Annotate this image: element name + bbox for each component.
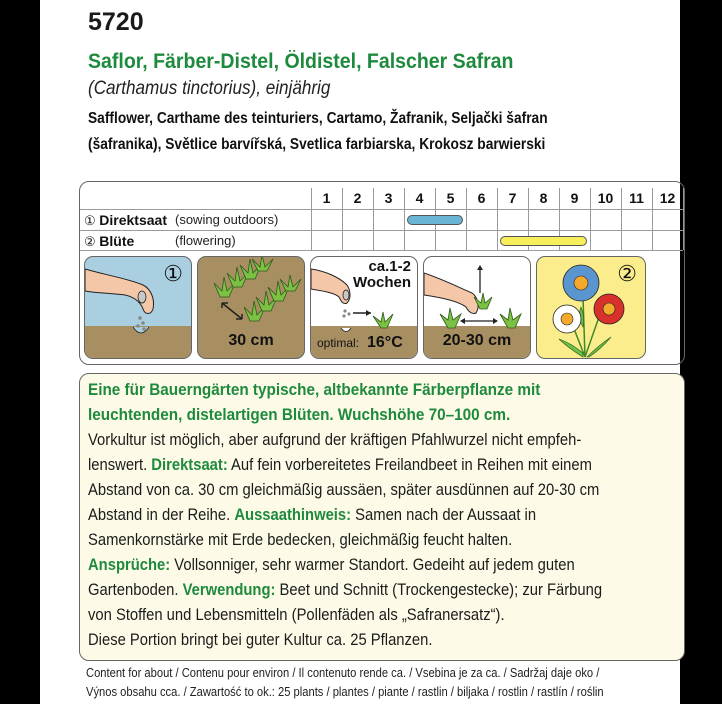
panel-sowing (84, 256, 192, 359)
row-label: Blüte (99, 233, 135, 249)
month-2: 2 (353, 190, 362, 206)
white-flower (553, 305, 581, 333)
body-line (88, 455, 667, 475)
keyword-aussaathinweis: Aussaathinweis: (234, 505, 352, 524)
body-text: Samen nach der Aussaat in (351, 505, 537, 524)
body-text: Diese Portion bringt bei guter Kultur ca. 25 Pflanzen. (88, 630, 433, 649)
calendar-row-bluete (84, 233, 236, 250)
keyword-verwendung: Verwendung: (182, 580, 276, 599)
row-english: (flowering) (175, 233, 236, 248)
month-6: 6 (477, 190, 486, 206)
grid-line (80, 209, 683, 210)
month-7: 7 (508, 190, 517, 206)
month-4: 4 (415, 190, 424, 206)
grid-line (80, 230, 683, 231)
other-names-text: Safflower, Carthame des teinturiers, Cartamo, Žafranik, Seljački šafran (88, 110, 548, 127)
sowing-calendar (79, 181, 685, 365)
footer-text: Výnos obsahu cca. / Zawartość to ok.: 25 plants / plantes / piante / rastlin / biljaka / rostlin / rastlín / roślin (86, 684, 604, 699)
panel-spacing (197, 256, 305, 359)
other-names-line-1 (88, 110, 622, 128)
lifecycle: , einjährig (256, 78, 331, 99)
month-5: 5 (446, 190, 455, 206)
body-text: Auf fein vorbereitetes Freilandbeet in Reihen mit einem (227, 455, 592, 474)
marker-2-icon: ② (617, 261, 637, 286)
month-10: 10 (597, 190, 614, 206)
article-number: 5720 (88, 8, 144, 36)
latin-name (88, 78, 357, 100)
headline-line-2 (88, 405, 557, 425)
latin-binomial: (Carthamus tinctorius) (88, 78, 257, 99)
other-names-line-2 (88, 136, 620, 154)
temperature-label: 16°C (367, 334, 403, 351)
month-9: 9 (570, 190, 579, 206)
germination-time-line-2: Wochen (352, 274, 411, 291)
spacing-label: 30 cm (228, 332, 274, 349)
grid-line (683, 188, 684, 250)
marker-2-icon: ② (84, 234, 96, 249)
germination-time-line-1: ca.1-2 (368, 258, 411, 275)
marker-1-icon: ① (163, 261, 183, 286)
panel-flowering (536, 256, 646, 359)
body-text: Gartenboden. (88, 580, 183, 599)
calendar-row-direktsaat (84, 212, 279, 229)
blue-flower (563, 265, 599, 301)
plant-title-text: Saflor, Färber-Distel, Öldistel, Falscher Safran (88, 50, 514, 73)
body-text: lenswert. (88, 455, 152, 474)
grid-line (80, 250, 683, 251)
headline-line-1 (88, 380, 591, 400)
panel-thinning (423, 256, 531, 359)
other-names-text: (šafranika), Světlice barvířská, Svetlica farbiarska, Krokosz barwierski (88, 136, 546, 153)
body-text: Vollsonniger, sehr warmer Standort. Gedeiht auf jedem guten (170, 555, 575, 574)
body-text: Abstand in der Reihe. (88, 505, 235, 524)
body-line (88, 505, 603, 525)
footer-line-1 (86, 665, 683, 680)
headline-text: Eine für Bauerngärten typische, altbekannte Färberpflanze mit (88, 380, 541, 399)
body-line (88, 630, 484, 650)
body-text: Vorkultur ist möglich, aber aufgrund der kräftigen Pfahlwurzel nicht empfeh- (88, 430, 582, 449)
body-line (88, 480, 676, 500)
flowers-icon (537, 257, 646, 359)
body-line (88, 605, 567, 625)
marker-1-icon: ① (84, 213, 96, 228)
body-text: Samenkornstärke mit Erde bedecken, gleichmäßig feucht halten. (88, 530, 513, 549)
keyword-direktsaat: Direktsaat: (151, 455, 228, 474)
plant-title (88, 50, 546, 74)
footer-text: Content for about / Contenu pour environ / Il contenuto rende ca. / Vsebina je za ca. / Sadržaj daje oko / (86, 665, 600, 680)
month-1: 1 (322, 190, 331, 206)
optimal-label: optimal: (317, 336, 360, 350)
period-bar-1 (407, 215, 463, 225)
red-flower (594, 294, 624, 324)
thinning-spacing-label: 20-30 cm (442, 332, 512, 349)
body-text: von Stoffen und Lebensmitteln (Pollenfäden als „Safranersatz“). (88, 605, 505, 624)
panel-germination (310, 256, 418, 359)
body-text: Abstand von ca. 30 cm gleichmäßig aussäen, später ausdünnen auf 20-30 cm (88, 480, 600, 499)
headline-text: leuchtenden, distelartigen Blüten. Wuchshöhe 70–100 cm. (88, 405, 511, 424)
body-line (88, 580, 679, 600)
month-8: 8 (539, 190, 548, 206)
footer-line-2 (86, 684, 688, 699)
month-11: 11 (629, 190, 644, 206)
month-12: 12 (659, 190, 676, 206)
month-3: 3 (384, 190, 393, 206)
period-bar-2 (500, 236, 587, 246)
row-label: Direktsaat (99, 212, 167, 228)
description-box (79, 373, 685, 661)
seed-packet-back (40, 0, 680, 704)
body-text: Beet und Schnitt (Trockengestecke); zur Färbung (275, 580, 603, 599)
body-line (88, 555, 647, 575)
keyword-ansprueche: Ansprüche: (88, 555, 171, 574)
body-line (88, 530, 576, 550)
body-line (88, 430, 655, 450)
row-english: (sowing outdoors) (175, 212, 279, 227)
